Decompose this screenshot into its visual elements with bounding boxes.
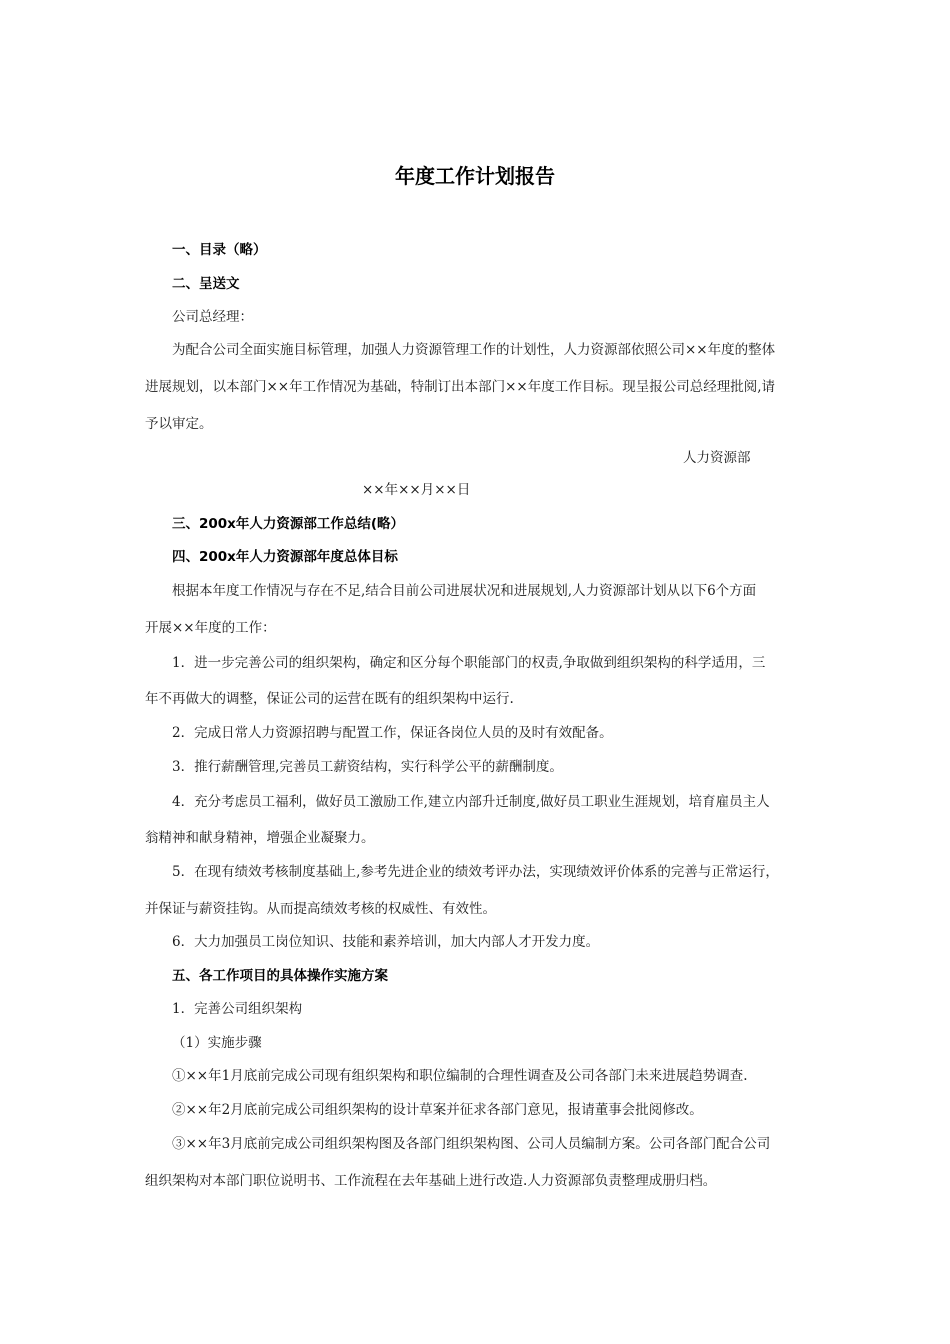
section-heading-submission: 二、呈送文 [172,276,240,292]
goal-item: 5．在现有绩效考核制度基础上,参考先进企业的绩效考评办法，实现绩效评价体系的完善与正常运行， [172,864,779,880]
section-heading-plan: 五、各工作项目的具体操作实施方案 [172,968,388,984]
goal-item: 3．推行薪酬管理,完善员工薪资结构，实行科学公平的薪酬制度。 [172,759,563,775]
section-heading-summary: 三、200x年人力资源部工作总结(略） [172,516,405,532]
memo-paragraph-line: 予以审定。 [145,416,213,432]
document-title: 年度工作计划报告 [395,164,555,188]
goal-item: 1．进一步完善公司的组织架构，确定和区分每个职能部门的权责,争取做到组织架构的科学适用，三 [172,655,766,671]
memo-date: ××年××月××日 [362,482,471,498]
plan-subheading: （1）实施步骤 [172,1035,262,1051]
memo-paragraph-line: 进展规划，以本部门××年工作情况为基础，特制订出本部门××年度工作目标。现呈报公司总经理批阅,请 [145,379,776,395]
section-heading-toc: 一、目录（略） [172,242,267,258]
memo-paragraph-line: 为配合公司全面实施目标管理，加强人力资源管理工作的计划性，人力资源部依照公司××年度的整体 [172,342,776,358]
plan-step: ②××年2月底前完成公司组织架构的设计草案并征求各部门意见，报请董事会批阅修改。 [172,1102,703,1118]
plan-item: 1．完善公司组织架构 [172,1001,303,1017]
plan-step-continuation: 组织架构对本部门职位说明书、工作流程在去年基础上进行改造.人力资源部负责整理成册归档。 [145,1173,717,1189]
goals-intro-line: 开展××年度的工作： [145,620,276,636]
goal-item: 6．大力加强员工岗位知识、技能和素养培训，加大内部人才开发力度。 [172,934,600,950]
memo-salutation: 公司总经理： [172,309,253,325]
goal-item-continuation: 年不再做大的调整，保证公司的运营在既有的组织架构中运行. [145,691,514,707]
plan-step: ③××年3月底前完成公司组织架构图及各部门组织架构图、公司人员编制方案。公司各部门配合公司 [172,1136,771,1152]
goal-item-continuation: 并保证与薪资挂钩。从而提高绩效考核的权威性、有效性。 [145,901,496,917]
memo-signature: 人力资源部 [683,450,751,466]
section-heading-goals: 四、200x年人力资源部年度总体目标 [172,549,398,565]
goal-item-continuation: 翁精神和献身精神，增强企业凝聚力。 [145,830,375,846]
plan-step: ①××年1月底前完成公司现有组织架构和职位编制的合理性调查及公司各部门未来进展趋势调查. [172,1068,748,1084]
goals-intro-line: 根据本年度工作情况与存在不足,结合目前公司进展状况和进展规划,人力资源部计划从以下6个方面 [172,583,757,599]
goal-item: 4．充分考虑员工福利，做好员工激励工作,建立内部升迁制度,做好员工职业生涯规划，培育雇员主人 [172,794,770,810]
goal-item: 2．完成日常人力资源招聘与配置工作，保证各岗位人员的及时有效配备。 [172,725,613,741]
